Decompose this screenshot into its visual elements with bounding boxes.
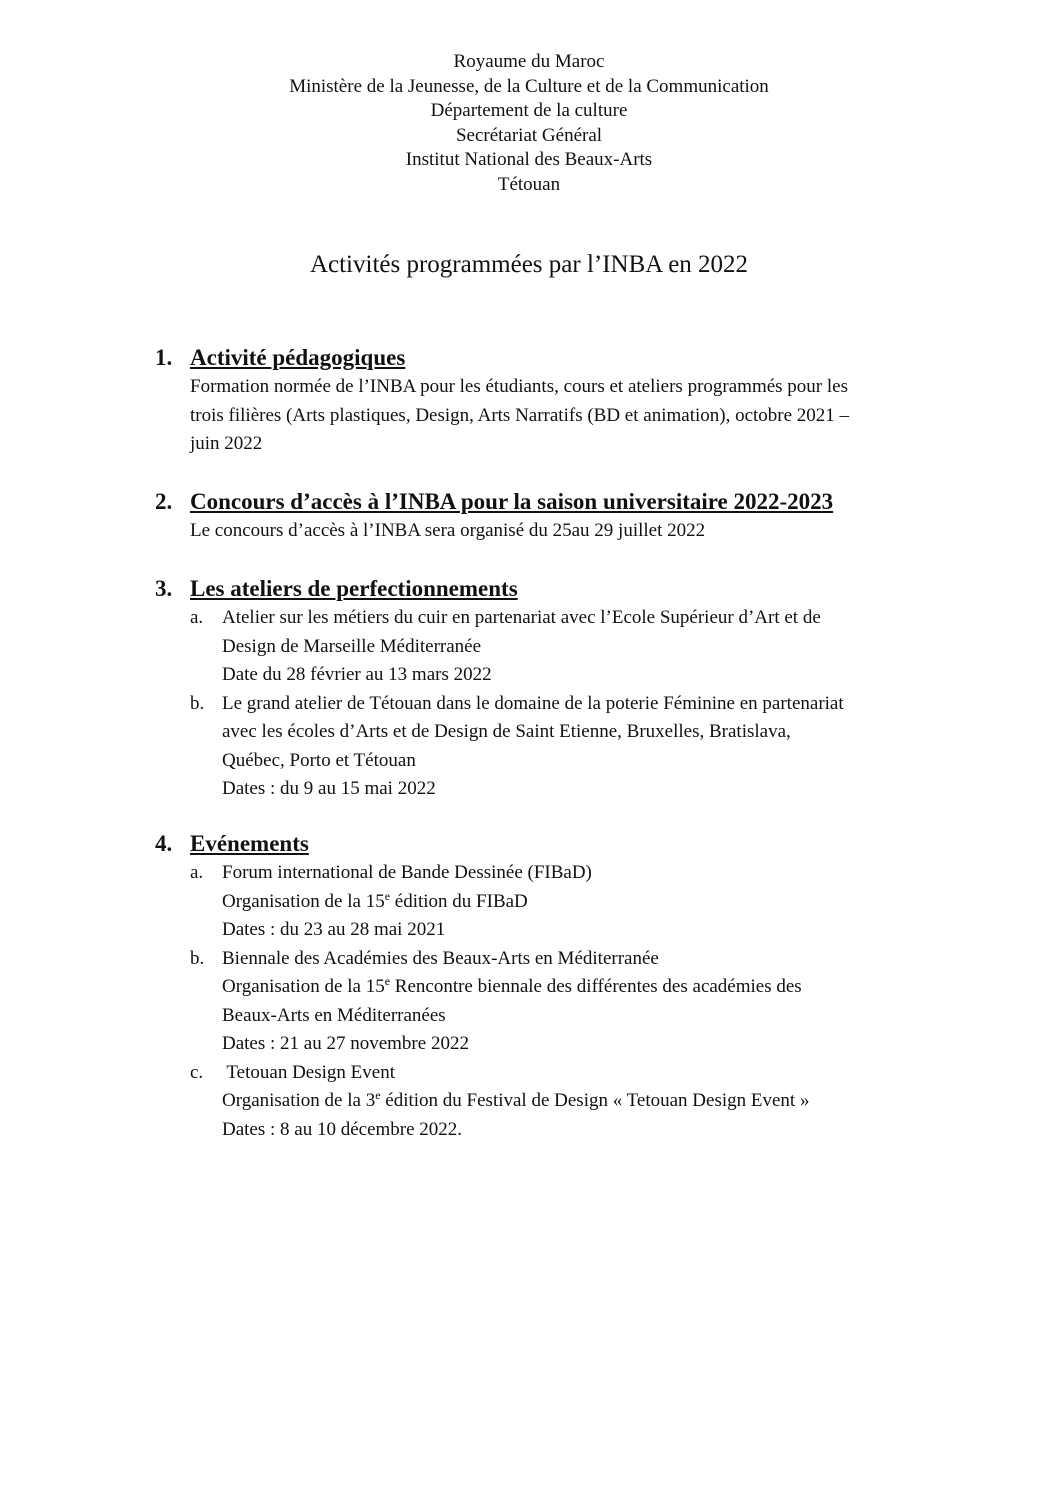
item-line — [222, 888, 955, 917]
text-run: Organisation de la 3 — [222, 1090, 376, 1111]
section-workshops — [155, 574, 955, 804]
item-line — [222, 973, 955, 1002]
body-line: trois filières (Arts plastiques, Design, Arts Narratifs (BD et animation), octobre 2021 – — [190, 404, 850, 426]
item-line: Forum international de Bande Dessinée (FIBaD) — [222, 862, 592, 883]
item-line: Beaux-Arts en Méditerranées — [222, 1004, 446, 1026]
section-number: 3. — [155, 576, 173, 601]
document-title: Activités programmées par l’INBA en 2022 — [309, 251, 749, 278]
item-list — [190, 859, 955, 1144]
ordinal-superscript: e — [384, 888, 391, 903]
list-item — [190, 604, 955, 690]
header-line: Secrétariat Général — [455, 124, 603, 146]
item-line: Dates : 8 au 10 décembre 2022. — [222, 1118, 463, 1140]
header-line: Ministère de la Jeunesse, de la Culture et de la Communication — [289, 75, 769, 97]
section-number: 1. — [155, 345, 173, 370]
item-letter: b. — [190, 692, 205, 714]
item-line: avec les écoles d’Arts et de Design de Saint Etienne, Bruxelles, Bratislava, — [222, 721, 791, 742]
letterhead — [0, 50, 1058, 198]
item-line: Le grand atelier de Tétouan dans le domaine de la poterie Féminine en partenariat — [222, 692, 844, 714]
section-title: Concours d’accès à l’INBA pour la saison universitaire 2022-2023 — [190, 489, 834, 514]
section-title: Les ateliers de perfectionnements — [190, 576, 518, 601]
section-heading — [155, 487, 955, 517]
section-heading — [155, 829, 955, 859]
section-body — [190, 517, 955, 546]
ordinal-superscript: e — [384, 974, 391, 988]
section-pedagogical-activities — [155, 343, 955, 459]
item-line: Dates : du 23 au 28 mai 2021 — [222, 919, 446, 940]
header-line: Royaume du Maroc — [453, 51, 605, 72]
item-line — [222, 1087, 955, 1116]
section-title: Activité pédagogiques — [190, 345, 406, 370]
section-body — [190, 373, 955, 459]
list-item — [190, 1059, 955, 1145]
item-list — [190, 604, 955, 804]
section-title: Evénements — [190, 831, 309, 856]
text-run: Rencontre biennale des différentes des académies des — [390, 976, 802, 997]
item-line: Québec, Porto et Tétouan — [222, 749, 416, 771]
section-heading — [155, 343, 955, 373]
item-line: Atelier sur les métiers du cuir en partenariat avec l’Ecole Supérieur d’Art et de — [222, 607, 821, 628]
body-line: juin 2022 — [190, 433, 263, 454]
ordinal-superscript: e — [375, 1088, 381, 1102]
item-line: Biennale des Académies des Beaux-Arts en Méditerranée — [222, 947, 659, 969]
body-line: Le concours d’accès à l’INBA sera organisé du 25au 29 juillet 2022 — [190, 520, 706, 541]
list-item — [190, 690, 955, 804]
section-number: 2. — [155, 489, 173, 514]
header-line: Tétouan — [497, 173, 561, 195]
header-line: Département de la culture — [430, 100, 628, 122]
list-item — [190, 859, 955, 945]
item-line: Tetouan Design Event — [222, 1061, 395, 1083]
item-line: Date du 28 février au 13 mars 2022 — [222, 664, 492, 685]
item-line: Dates : 21 au 27 novembre 2022 — [222, 1033, 469, 1054]
text-run: Organisation de la 15 — [222, 890, 385, 912]
section-number: 4. — [155, 831, 173, 856]
item-letter: b. — [190, 947, 205, 969]
item-letter: a. — [190, 862, 204, 883]
item-letter: a. — [190, 607, 204, 628]
header-line: Institut National des Beaux-Arts — [405, 149, 653, 171]
body-line: Formation normée de l’INBA pour les étudiants, cours et ateliers programmés pour les — [190, 376, 848, 397]
text-run: édition du FIBaD — [390, 890, 528, 912]
text-run: Organisation de la 15 — [222, 976, 385, 997]
section-heading — [155, 574, 955, 604]
section-events — [155, 829, 955, 1144]
item-letter: c. — [190, 1061, 204, 1083]
list-item — [190, 945, 955, 1059]
item-line: Design de Marseille Méditerranée — [222, 635, 482, 657]
text-run: édition du Festival de Design « Tetouan Design Event » — [380, 1090, 810, 1111]
item-line: Dates : du 9 au 15 mai 2022 — [222, 778, 436, 799]
section-admission-exam — [155, 487, 955, 546]
